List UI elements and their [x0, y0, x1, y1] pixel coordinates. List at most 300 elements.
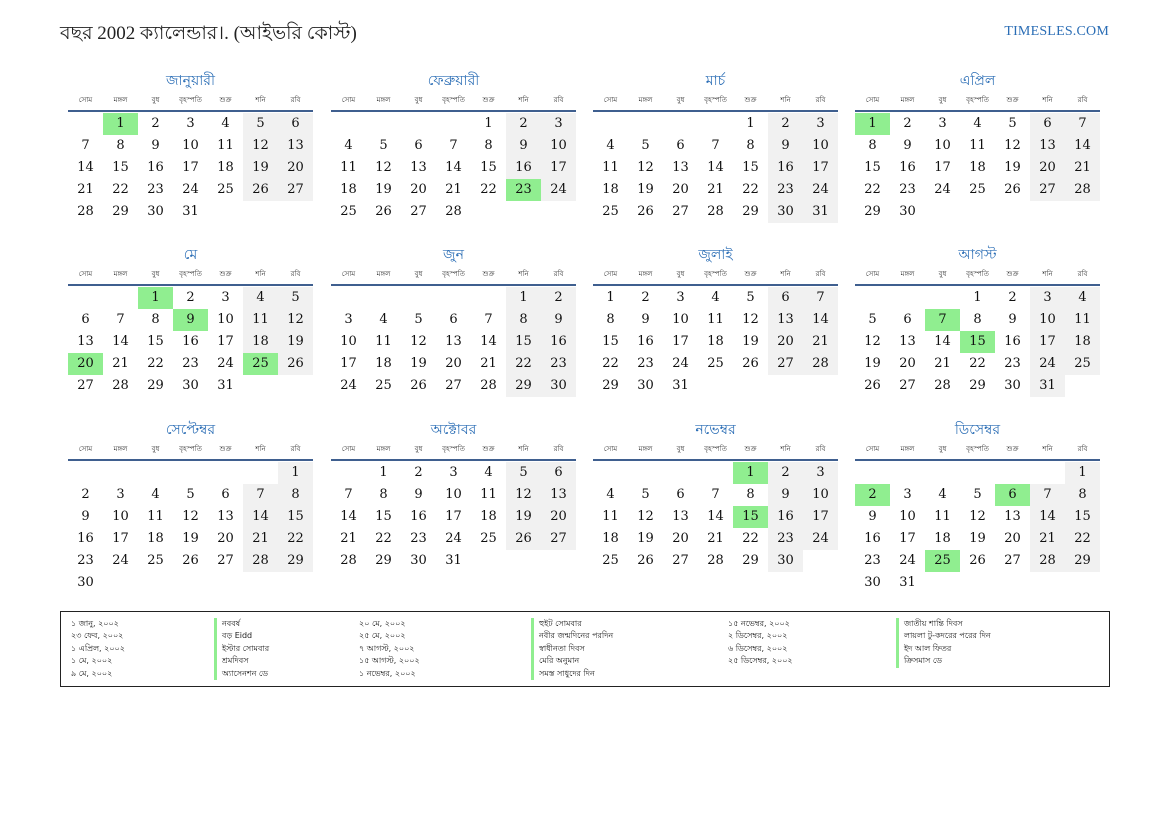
- day-cell: 15: [375, 509, 392, 524]
- weekday-label: বুধ: [676, 96, 685, 104]
- day-cell: 11: [243, 309, 278, 331]
- day-cell: 31: [217, 378, 234, 393]
- day-cell: 28: [445, 204, 462, 219]
- empty-cell: [436, 287, 471, 309]
- day-cell: 8: [116, 138, 125, 153]
- empty-cell: [995, 462, 1030, 484]
- day-grid: [331, 287, 576, 397]
- weekday-label: বৃহস্পতি: [179, 270, 202, 278]
- day-cell: 3: [938, 116, 947, 131]
- holiday-dates-column: [71, 618, 125, 680]
- day-cell: 24: [541, 179, 576, 201]
- day-cell: 3: [344, 312, 353, 327]
- day-cell: 11: [375, 334, 392, 349]
- day-cell: 15: [112, 160, 129, 175]
- holiday-day-cell: 1: [103, 113, 138, 135]
- month-name: ডিসেম্বর: [954, 422, 1001, 438]
- day-cell: 16: [147, 160, 164, 175]
- weekday-label: শনি: [518, 270, 529, 278]
- holiday-names-column: [531, 618, 613, 680]
- day-cell: 30: [864, 575, 881, 590]
- day-cell: 15: [278, 506, 313, 528]
- day-cell: 14: [77, 160, 94, 175]
- holiday-day-cell: 15: [733, 506, 768, 528]
- empty-cell: [1030, 462, 1065, 484]
- day-cell: 20: [445, 356, 462, 371]
- month-calendar: [855, 246, 1100, 397]
- day-cell: 26: [375, 204, 392, 219]
- day-cell: 24: [672, 356, 689, 371]
- day-cell: 14: [707, 509, 724, 524]
- day-grid: [593, 113, 838, 223]
- day-cell: 28: [803, 353, 838, 375]
- day-cell: 30: [1004, 378, 1021, 393]
- empty-cell: [890, 462, 925, 484]
- day-cell: 19: [742, 334, 759, 349]
- day-cell: 24: [1030, 353, 1065, 375]
- weekday-header: [331, 443, 576, 461]
- holiday-name: লায়লা টু-কদরের পরের দিন: [904, 631, 991, 641]
- day-cell: 11: [217, 138, 234, 153]
- day-cell: 22: [375, 531, 392, 546]
- day-cell: 16: [637, 334, 654, 349]
- day-cell: 23: [1004, 356, 1021, 371]
- day-cell: 10: [1030, 309, 1065, 331]
- weekday-label: সোম: [865, 270, 880, 278]
- weekday-header: [68, 443, 313, 461]
- day-cell: 29: [1065, 550, 1100, 572]
- day-cell: 16: [864, 531, 881, 546]
- day-cell: 24: [340, 378, 357, 393]
- day-cell: 8: [151, 312, 160, 327]
- day-cell: 22: [480, 182, 497, 197]
- weekday-label: শনি: [780, 96, 791, 104]
- day-cell: 7: [449, 138, 458, 153]
- day-cell: 26: [637, 204, 654, 219]
- weekday-header: [331, 268, 576, 286]
- day-cell: 1: [506, 287, 541, 309]
- weekday-label: শনি: [255, 270, 266, 278]
- month-name: ফেব্রুয়ারী: [427, 73, 480, 89]
- weekday-label: মঙ্গল: [638, 96, 653, 104]
- day-cell: 2: [641, 290, 650, 305]
- day-cell: 15: [480, 160, 497, 175]
- weekday-label: সোম: [78, 270, 93, 278]
- weekday-label: রবি: [553, 96, 564, 104]
- day-cell: 30: [147, 204, 164, 219]
- day-cell: 3: [116, 487, 125, 502]
- weekday-label: মঙ্গল: [900, 96, 915, 104]
- empty-cell: [698, 113, 733, 135]
- holiday-date: ২৩ ফেব, ২০০২: [71, 631, 124, 641]
- day-cell: 8: [746, 487, 755, 502]
- day-cell: 25: [707, 356, 724, 371]
- day-cell: 28: [934, 378, 951, 393]
- day-cell: 17: [899, 531, 916, 546]
- day-cell: 19: [864, 356, 881, 371]
- day-cell: 6: [676, 138, 685, 153]
- day-cell: 17: [803, 506, 838, 528]
- day-cell: 2: [541, 287, 576, 309]
- day-cell: 19: [182, 531, 199, 546]
- month-name: জুন: [443, 247, 464, 263]
- weekday-label: বৃহস্পতি: [966, 270, 989, 278]
- day-cell: 28: [340, 553, 357, 568]
- weekday-label: বৃহস্পতি: [704, 270, 727, 278]
- day-cell: 2: [768, 113, 803, 135]
- day-grid: [68, 287, 313, 397]
- day-cell: 21: [707, 182, 724, 197]
- day-cell: 25: [602, 204, 619, 219]
- day-cell: 18: [1065, 331, 1100, 353]
- day-cell: 30: [899, 204, 916, 219]
- day-cell: 13: [768, 309, 803, 331]
- month-name: মার্চ: [705, 73, 726, 89]
- day-cell: 2: [903, 116, 912, 131]
- day-cell: 18: [707, 334, 724, 349]
- day-cell: 22: [112, 182, 129, 197]
- day-cell: 17: [672, 334, 689, 349]
- holiday-name: বড় Eidd: [222, 631, 253, 641]
- weekday-label: বুধ: [938, 270, 947, 278]
- day-cell: 7: [803, 287, 838, 309]
- day-cell: 21: [445, 182, 462, 197]
- weekday-label: শুক্র: [744, 96, 757, 104]
- day-cell: 20: [1030, 157, 1065, 179]
- day-cell: 29: [864, 204, 881, 219]
- site-link[interactable]: TIMESLES.COM: [1004, 24, 1109, 39]
- day-cell: 4: [973, 116, 982, 131]
- weekday-label: শুক্র: [482, 270, 495, 278]
- day-cell: 10: [217, 312, 234, 327]
- day-cell: 3: [221, 290, 230, 305]
- day-cell: 21: [340, 531, 357, 546]
- weekday-label: মঙ্গল: [900, 445, 915, 453]
- day-cell: 12: [969, 509, 986, 524]
- month-calendar: [68, 72, 313, 223]
- day-cell: 8: [1065, 484, 1100, 506]
- day-cell: 9: [541, 309, 576, 331]
- weekday-label: বুধ: [676, 270, 685, 278]
- weekday-label: শুক্র: [744, 445, 757, 453]
- empty-cell: [68, 462, 103, 484]
- month-name: সেপ্টেম্বর: [165, 422, 216, 438]
- day-cell: 6: [414, 138, 423, 153]
- day-cell: 16: [506, 157, 541, 179]
- holiday-day-cell: 2: [855, 484, 890, 506]
- day-grid: [855, 113, 1100, 223]
- day-cell: 15: [506, 331, 541, 353]
- weekday-label: সোম: [603, 445, 618, 453]
- day-cell: 4: [221, 116, 230, 131]
- day-cell: 27: [77, 378, 94, 393]
- weekday-label: সোম: [78, 445, 93, 453]
- empty-cell: [103, 287, 138, 309]
- month-name: এপ্রিল: [959, 73, 996, 89]
- month-calendar: [593, 72, 838, 223]
- day-cell: 13: [672, 509, 689, 524]
- day-cell: 26: [506, 528, 541, 550]
- weekday-label: সোম: [341, 445, 356, 453]
- day-cell: 10: [541, 135, 576, 157]
- holiday-names-column: [896, 618, 991, 668]
- empty-cell: [401, 113, 436, 135]
- weekday-label: রবি: [290, 96, 301, 104]
- day-cell: 18: [602, 531, 619, 546]
- day-cell: 13: [899, 334, 916, 349]
- day-cell: 27: [899, 378, 916, 393]
- day-cell: 16: [768, 506, 803, 528]
- day-cell: 20: [1004, 531, 1021, 546]
- day-cell: 19: [637, 531, 654, 546]
- day-cell: 13: [410, 160, 427, 175]
- holiday-day-cell: 20: [68, 353, 103, 375]
- day-cell: 15: [602, 334, 619, 349]
- day-cell: 18: [602, 182, 619, 197]
- weekday-label: শনি: [780, 445, 791, 453]
- day-cell: 23: [77, 553, 94, 568]
- day-cell: 9: [81, 509, 90, 524]
- day-cell: 17: [803, 157, 838, 179]
- day-cell: 2: [151, 116, 160, 131]
- empty-cell: [855, 287, 890, 309]
- day-cell: 18: [147, 531, 164, 546]
- day-cell: 24: [803, 179, 838, 201]
- day-cell: 16: [768, 157, 803, 179]
- empty-cell: [436, 113, 471, 135]
- day-cell: 24: [445, 531, 462, 546]
- month-calendar: [593, 246, 838, 397]
- month-name: মে: [183, 247, 198, 263]
- day-cell: 4: [606, 138, 615, 153]
- weekday-label: রবি: [815, 96, 826, 104]
- empty-cell: [925, 287, 960, 309]
- day-cell: 23: [899, 182, 916, 197]
- day-cell: 29: [742, 553, 759, 568]
- day-cell: 26: [278, 353, 313, 375]
- weekday-label: মঙ্গল: [376, 96, 391, 104]
- weekday-label: বুধ: [676, 445, 685, 453]
- day-cell: 14: [1030, 506, 1065, 528]
- day-cell: 30: [182, 378, 199, 393]
- holiday-date: ১৫ নভেম্বর, ২০০২: [728, 619, 790, 628]
- weekday-label: শনি: [518, 96, 529, 104]
- holiday-day-cell: 15: [960, 331, 995, 353]
- holiday-date: ৯ মে, ২০০২: [71, 668, 113, 678]
- weekday-label: মঙ্গল: [900, 270, 915, 278]
- day-cell: 30: [77, 575, 94, 590]
- weekday-label: রবি: [553, 445, 564, 453]
- day-cell: 27: [672, 204, 689, 219]
- empty-cell: [138, 462, 173, 484]
- day-cell: 28: [77, 204, 94, 219]
- day-cell: 17: [445, 509, 462, 524]
- day-cell: 7: [711, 138, 720, 153]
- day-cell: 11: [934, 509, 951, 524]
- day-cell: 1: [278, 462, 313, 484]
- day-cell: 26: [969, 553, 986, 568]
- holiday-day-cell: 1: [733, 462, 768, 484]
- weekday-label: সোম: [341, 270, 356, 278]
- day-cell: 31: [445, 553, 462, 568]
- empty-cell: [103, 462, 138, 484]
- day-cell: 11: [602, 509, 619, 524]
- day-cell: 9: [768, 484, 803, 506]
- day-cell: 14: [803, 309, 838, 331]
- day-cell: 12: [506, 484, 541, 506]
- day-cell: 6: [768, 287, 803, 309]
- weekday-label: শুক্র: [1006, 96, 1019, 104]
- day-cell: 25: [1065, 353, 1100, 375]
- weekday-header: [855, 443, 1100, 461]
- holiday-day-cell: 1: [855, 113, 890, 135]
- holiday-name: নবীর জন্মদিনের পরদিন: [539, 631, 614, 641]
- day-cell: 21: [803, 331, 838, 353]
- weekday-label: শনি: [1042, 96, 1053, 104]
- empty-cell: [68, 287, 103, 309]
- day-cell: 15: [742, 160, 759, 175]
- weekday-header: [855, 94, 1100, 112]
- weekday-label: শুক্র: [219, 445, 232, 453]
- day-cell: 4: [938, 487, 947, 502]
- day-cell: 27: [1030, 179, 1065, 201]
- weekday-label: মঙ্গল: [638, 445, 653, 453]
- day-cell: 6: [1030, 113, 1065, 135]
- day-cell: 19: [243, 157, 278, 179]
- day-cell: 10: [934, 138, 951, 153]
- day-cell: 27: [278, 179, 313, 201]
- day-cell: 20: [217, 531, 234, 546]
- day-cell: 9: [1008, 312, 1017, 327]
- day-cell: 4: [484, 465, 493, 480]
- day-grid: [331, 462, 576, 572]
- day-cell: 25: [217, 182, 234, 197]
- day-cell: 3: [541, 113, 576, 135]
- weekday-label: বৃহস্পতি: [442, 270, 465, 278]
- day-cell: 12: [375, 160, 392, 175]
- day-cell: 20: [278, 157, 313, 179]
- weekday-label: বৃহস্পতি: [704, 96, 727, 104]
- day-cell: 3: [186, 116, 195, 131]
- weekday-label: শুক্র: [219, 270, 232, 278]
- day-cell: 8: [868, 138, 877, 153]
- day-cell: 27: [1004, 553, 1021, 568]
- weekday-label: শনি: [255, 96, 266, 104]
- holiday-date: ১৫ আগস্ট, ২০০২: [359, 656, 420, 666]
- weekday-label: শনি: [518, 445, 529, 453]
- day-cell: 22: [602, 356, 619, 371]
- day-cell: 12: [742, 312, 759, 327]
- empty-cell: [331, 462, 366, 484]
- weekday-header: [331, 94, 576, 112]
- day-cell: 19: [278, 331, 313, 353]
- weekday-header: [68, 268, 313, 286]
- day-cell: 10: [112, 509, 129, 524]
- day-cell: 9: [641, 312, 650, 327]
- month-name: নভেম্বর: [695, 422, 736, 438]
- holiday-name: মেরি অনুমান: [539, 656, 580, 666]
- day-cell: 14: [340, 509, 357, 524]
- weekday-label: রবি: [815, 445, 826, 453]
- day-cell: 7: [344, 487, 353, 502]
- weekday-label: বুধ: [151, 96, 160, 104]
- empty-cell: [628, 462, 663, 484]
- day-cell: 25: [375, 378, 392, 393]
- day-cell: 28: [707, 204, 724, 219]
- day-cell: 3: [803, 462, 838, 484]
- day-cell: 30: [541, 375, 576, 397]
- day-cell: 4: [344, 138, 353, 153]
- holiday-date: ১ মে, ২০০২: [71, 656, 113, 666]
- weekday-label: রবি: [1077, 445, 1088, 453]
- day-cell: 4: [151, 487, 160, 502]
- month-calendar: [331, 72, 576, 223]
- holiday-name: অ্যাসেনশন ডে: [222, 668, 269, 678]
- weekday-header: [855, 268, 1100, 286]
- day-cell: 3: [676, 290, 685, 305]
- day-cell: 6: [278, 113, 313, 135]
- day-cell: 15: [147, 334, 164, 349]
- day-cell: 3: [449, 465, 458, 480]
- day-cell: 16: [410, 509, 427, 524]
- day-cell: 1: [746, 116, 755, 131]
- day-cell: 22: [742, 182, 759, 197]
- day-cell: 1: [379, 465, 388, 480]
- weekday-label: শনি: [1042, 270, 1053, 278]
- day-cell: 2: [768, 462, 803, 484]
- day-cell: 10: [182, 138, 199, 153]
- day-cell: 20: [541, 506, 576, 528]
- month-name: জুলাই: [698, 247, 733, 263]
- holiday-day-cell: 7: [925, 309, 960, 331]
- day-cell: 26: [742, 356, 759, 371]
- empty-cell: [401, 287, 436, 309]
- day-cell: 23: [768, 528, 803, 550]
- day-cell: 12: [1004, 138, 1021, 153]
- month-name: অক্টোবর: [430, 422, 477, 438]
- day-cell: 17: [182, 160, 199, 175]
- day-cell: 31: [1030, 375, 1065, 397]
- empty-cell: [471, 287, 506, 309]
- weekday-label: রবি: [553, 270, 564, 278]
- day-cell: 22: [742, 531, 759, 546]
- day-cell: 13: [1004, 509, 1021, 524]
- weekday-label: শুক্র: [482, 445, 495, 453]
- day-cell: 1: [973, 290, 982, 305]
- holiday-date: ১ জানু, ২০০২: [71, 619, 119, 628]
- day-cell: 22: [864, 182, 881, 197]
- day-cell: 18: [480, 509, 497, 524]
- day-cell: 12: [864, 334, 881, 349]
- day-cell: 6: [221, 487, 230, 502]
- weekday-label: সোম: [78, 96, 93, 104]
- day-cell: 24: [182, 182, 199, 197]
- day-cell: 5: [1008, 116, 1017, 131]
- day-cell: 16: [1004, 334, 1021, 349]
- weekday-label: সোম: [341, 96, 356, 104]
- day-cell: 26: [410, 378, 427, 393]
- holiday-date: ৬ ডিসেম্বর, ২০০২: [728, 643, 788, 653]
- day-cell: 28: [1065, 179, 1100, 201]
- day-cell: 17: [340, 356, 357, 371]
- weekday-header: [593, 268, 838, 286]
- day-cell: 9: [506, 135, 541, 157]
- day-cell: 26: [243, 179, 278, 201]
- day-cell: 5: [746, 290, 755, 305]
- day-cell: 19: [375, 182, 392, 197]
- day-cell: 26: [637, 553, 654, 568]
- weekday-label: বৃহস্পতি: [442, 96, 465, 104]
